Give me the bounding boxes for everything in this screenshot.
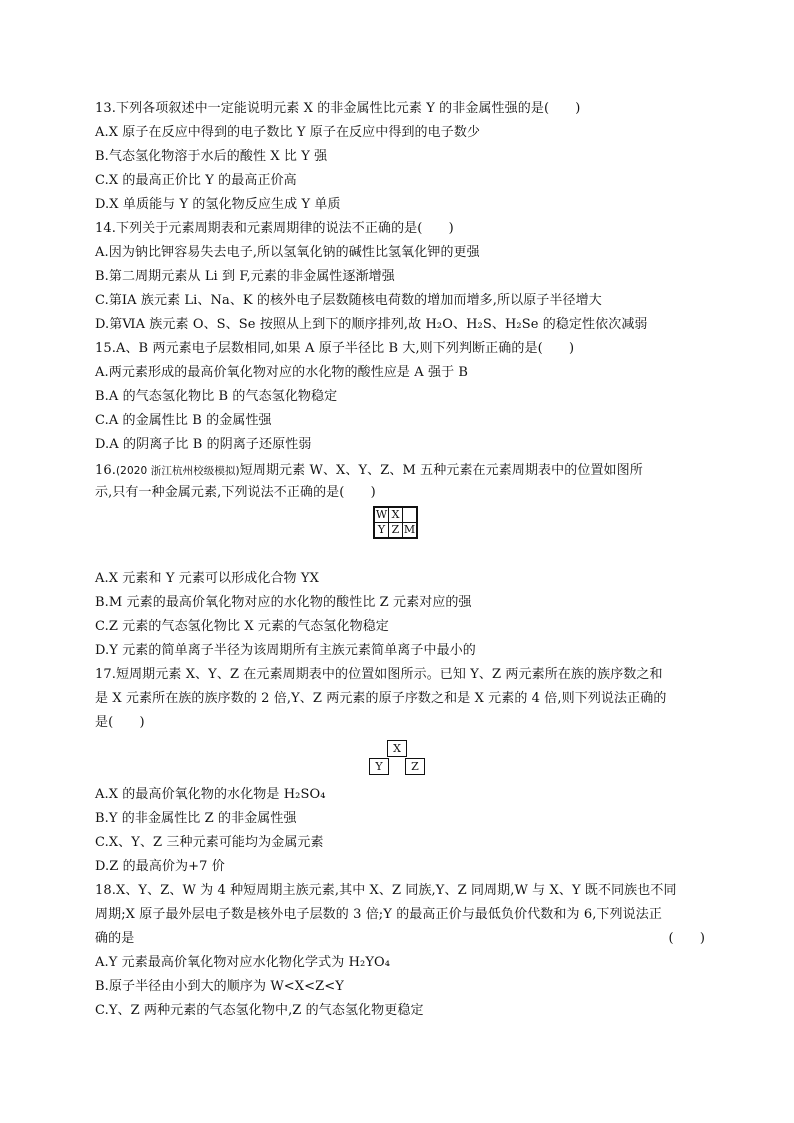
grid-cell-m: M — [403, 523, 416, 536]
q16-option-b: B.M 元素的最高价氧化物对应的水化物的酸性比 Z 元素对应的强 — [95, 595, 472, 610]
q14-option-b: B.第二周期元素从 Li 到 F,元素的非金属性逐渐增强 — [95, 269, 395, 284]
q18-option-b: B.原子半径由小到大的顺序为 W<X<Z<Y — [95, 979, 344, 994]
q18-stem-line2: 周期;X 原子最外层电子数是核外电子层数的 3 倍;Y 的最高正价与最低负价代数和为 6,下列说法正 — [95, 907, 662, 922]
q15-option-c: C.A 的金属性比 B 的金属性强 — [95, 413, 272, 428]
q14-option-c: C.第ⅠA 族元素 Li、Na、K 的核外电子层数随核电荷数的增加而增多,所以原子半径增大 — [95, 293, 602, 308]
q13-option-d: D.X 单质能与 Y 的氢化物反应生成 Y 单质 — [95, 197, 341, 212]
q13-option-b: B.气态氢化物溶于水后的酸性 X 比 Y 强 — [95, 149, 328, 164]
q18-stem-line3 — [95, 930, 705, 948]
grid-cell-x: X — [389, 507, 403, 523]
q16-number: 16. — [95, 463, 116, 478]
q15-option-d: D.A 的阴离子比 B 的阴离子还原性弱 — [95, 437, 312, 452]
q14-option-a: A.因为钠比钾容易失去电子,所以氢氧化钠的碱性比氢氧化钾的更强 — [95, 245, 480, 260]
grid-cell-empty — [403, 507, 418, 523]
q16-option-a: A.X 元素和 Y 元素可以形成化合物 YX — [95, 571, 319, 586]
q16-stem1: 短周期元素 W、X、Y、Z、M 五种元素在元素周期表中的位置如图所 — [239, 463, 643, 478]
q13-option-c: C.X 的最高正价比 Y 的最高正价高 — [95, 173, 297, 188]
q17-stem-line2: 是 X 元素所在族的族序数的 2 倍,Y、Z 两元素的原子序数之和是 X 元素的 4 倍,则下列说法正确的 — [95, 691, 667, 706]
q15-option-a: A.两元素形成的最高价氧化物对应的水化物的酸性应是 A 强于 B — [95, 365, 469, 380]
q18-option-a: A.Y 元素最高价氧化物对应水化物化学式为 H₂YO₄ — [95, 955, 391, 970]
q17-stem-line3: 是( ) — [95, 715, 145, 730]
q16-stem-line2: 示,只有一种金属元素,下列说法不正确的是( ) — [95, 485, 376, 500]
fig-cell-y: Y — [369, 758, 389, 775]
answer-blank: ( ) — [668, 931, 705, 946]
q17-option-b: B.Y 的非金属性比 Z 的非金属性强 — [95, 811, 297, 826]
grid-cell-w: W — [375, 508, 388, 521]
q13-option-a: A.X 原子在反应中得到的电子数比 Y 原子在反应中得到的电子数少 — [95, 125, 481, 140]
q14-option-d: D.第ⅥA 族元素 O、S、Se 按照从上到下的顺序排列,故 H₂O、H₂S、H₂Se 的稳定性依次减弱 — [95, 317, 648, 332]
q17-option-c: C.X、Y、Z 三种元素可能均为金属元素 — [95, 835, 324, 850]
q16-periodic-grid — [373, 506, 418, 539]
q15-option-b: B.A 的气态氢化物比 B 的气态氢化物稳定 — [95, 389, 338, 404]
q17-option-d: D.Z 的最高价为+7 价 — [95, 859, 225, 874]
q16-option-d: D.Y 元素的简单离子半径为该周期所有主族元素简单离子中最小的 — [95, 643, 476, 658]
grid-cell-z: Z — [389, 523, 403, 539]
fig-cell-z: Z — [405, 758, 425, 775]
q18-option-c: C.Y、Z 两种元素的气态氢化物中,Z 的气态氢化物更稳定 — [95, 1003, 424, 1018]
q16-source: (2020 浙江杭州校级模拟) — [115, 465, 240, 477]
q18-stem-line1: 18.X、Y、Z、W 为 4 种短周期主族元素,其中 X、Z 同族,Y、Z 同周期,W 与 X、Y 既不同族也不同 — [95, 883, 677, 898]
q16-stem-line1 — [95, 462, 705, 480]
q15-stem: 15.A、B 两元素电子层数相同,如果 A 原子半径比 B 大,则下列判断正确的是( ) — [95, 341, 575, 356]
q17-stem-line1: 17.短周期元素 X、Y、Z 在元素周期表中的位置如图所示。已知 Y、Z 两元素所在族的族序数之和 — [95, 667, 663, 682]
q17-option-a: A.X 的最高价氧化物的水化物是 H₂SO₄ — [95, 787, 326, 802]
q13-stem: 13.下列各项叙述中一定能说明元素 X 的非金属性比元素 Y 的非金属性强的是( ) — [95, 101, 581, 116]
q14-stem: 14.下列关于元素周期表和元素周期律的说法不正确的是( ) — [95, 221, 454, 236]
q16-option-c: C.Z 元素的气态氢化物比 X 元素的气态氢化物稳定 — [95, 619, 389, 634]
fig-cell-x: X — [387, 740, 407, 757]
q18-stem3: 确的是 — [95, 931, 135, 946]
grid-cell-y: Y — [374, 523, 389, 539]
